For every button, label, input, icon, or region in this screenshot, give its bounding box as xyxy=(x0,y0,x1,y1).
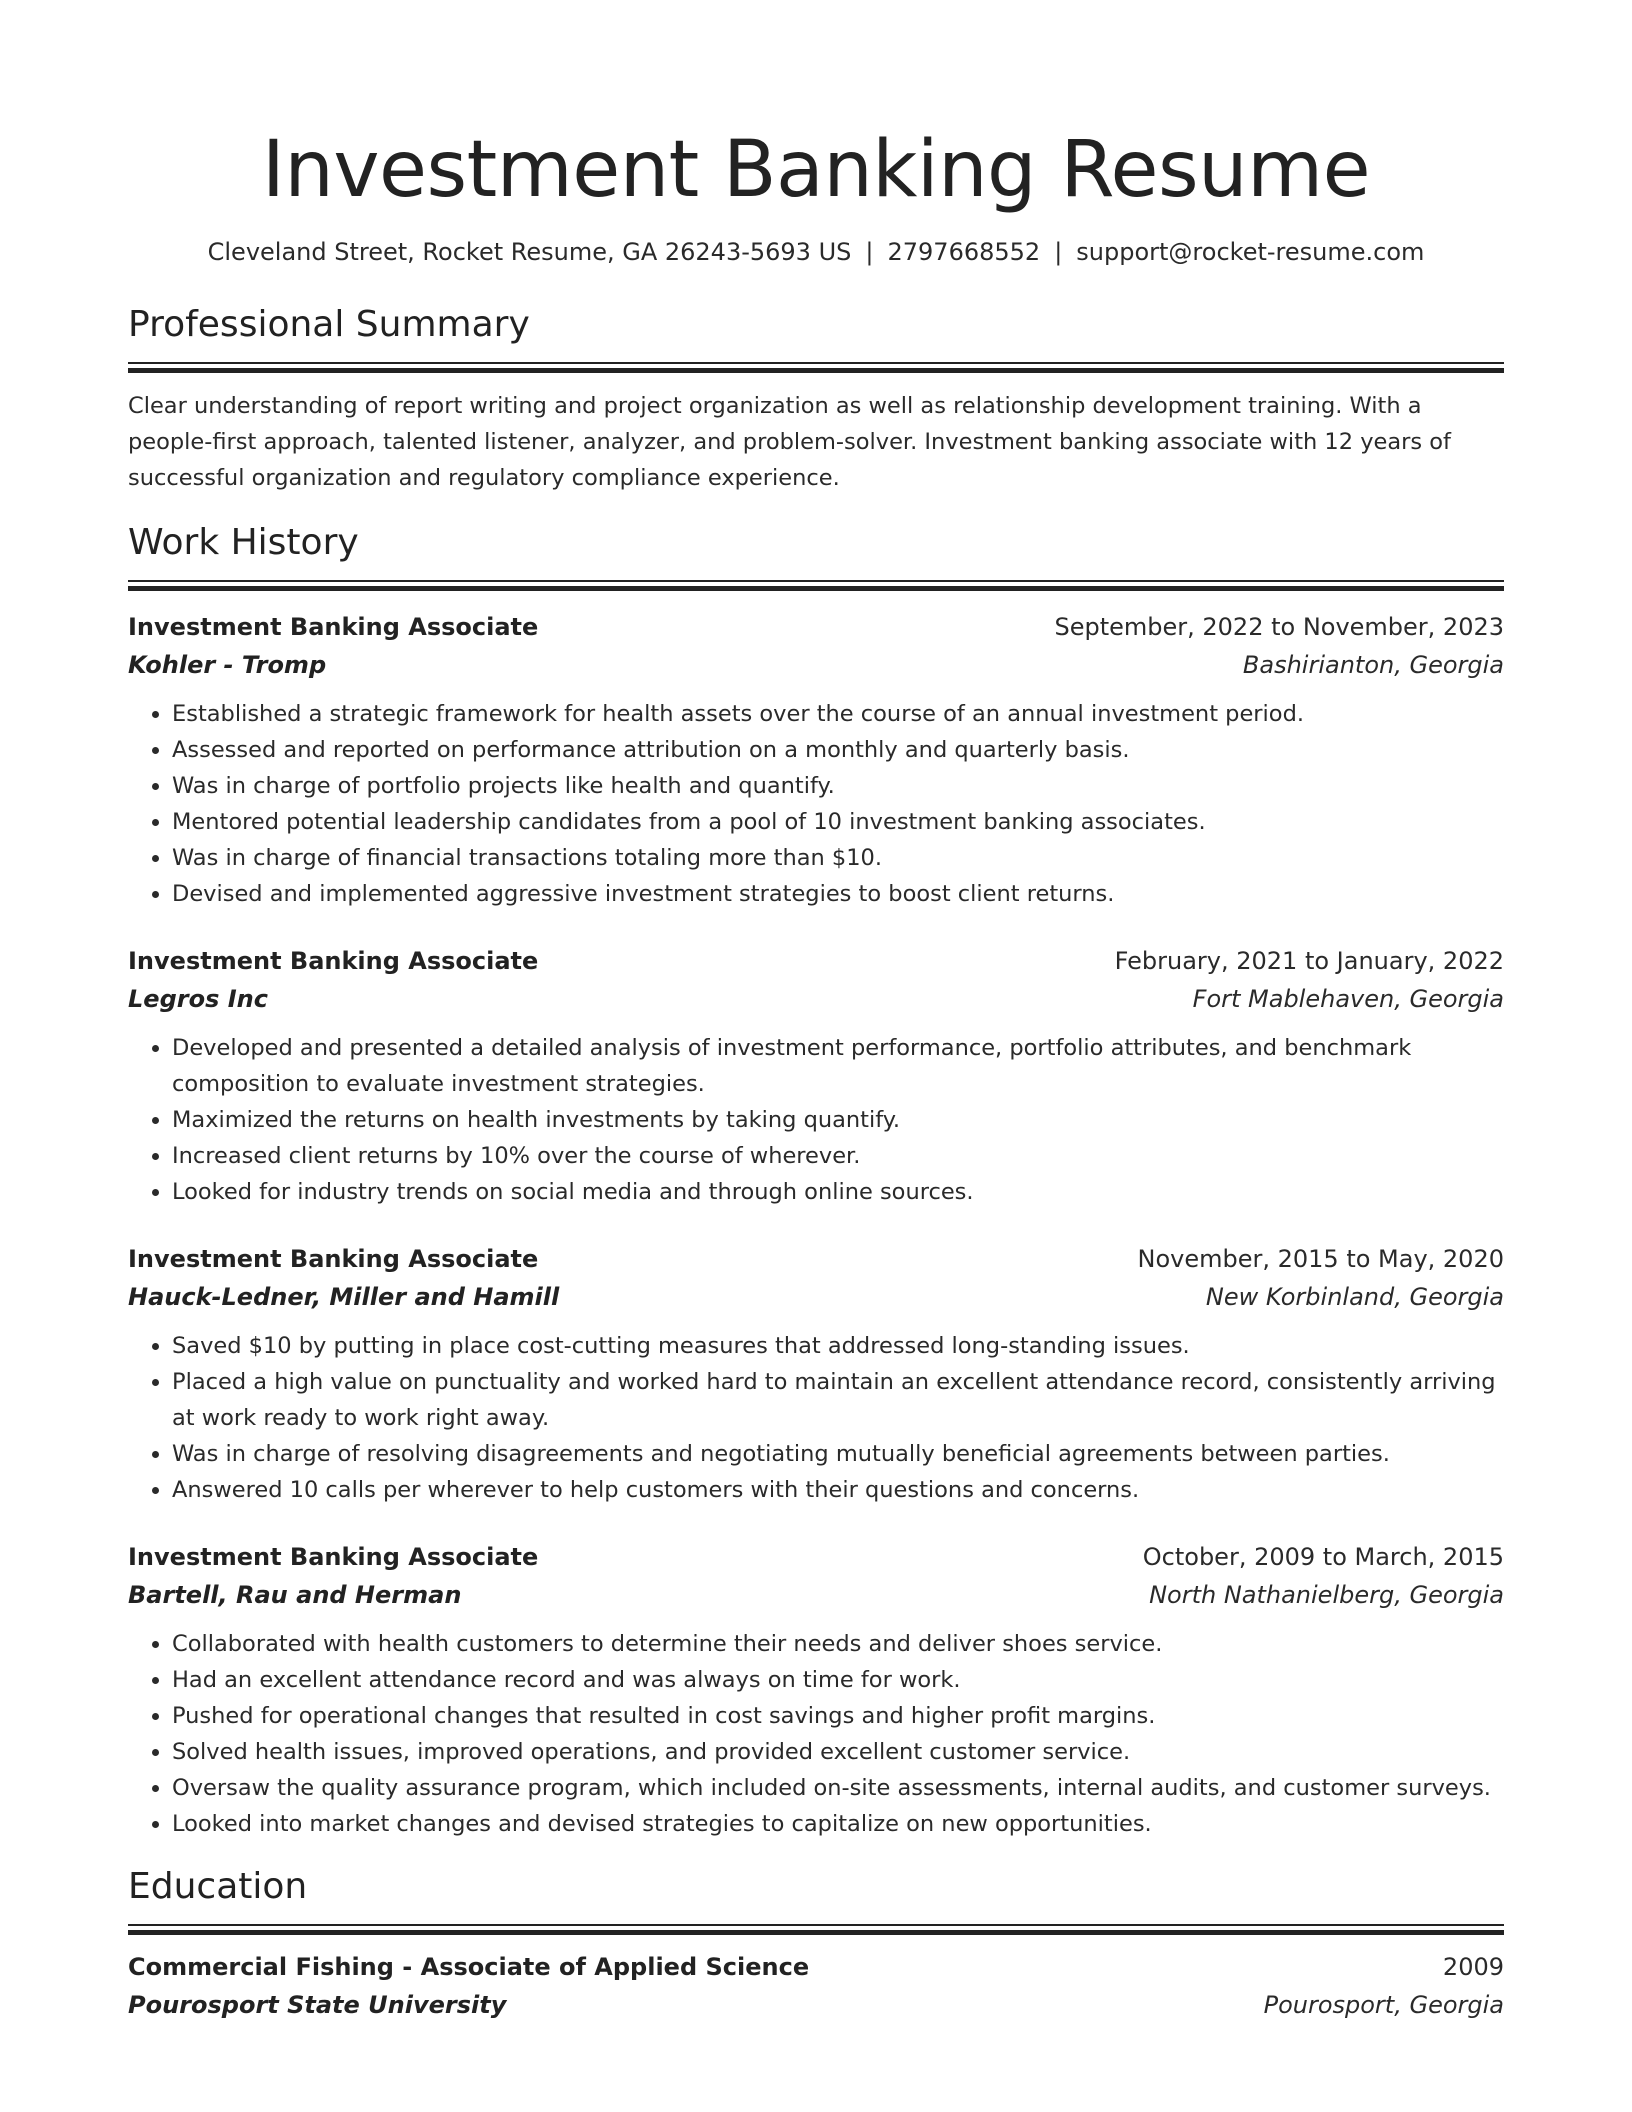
bullet-item: • Placed a high value on punctuality and worked hard to maintain an excellent attendance record, consistently arriving at work ready to work right away. xyxy=(172,1364,1504,1436)
section-title-work-history: Work History xyxy=(128,522,359,563)
resume-title: Investment Banking Resume xyxy=(261,125,1371,215)
education-year: 2009 xyxy=(1442,1953,1504,1981)
bullet-item: • Was in charge of financial transactions totaling more than $10. xyxy=(172,840,1504,876)
job-bullets xyxy=(128,1030,1504,1210)
summary-text: Clear understanding of report writing and project organization as well as relationship development training. With a people-first approach, talented listener, analyzer, and problem-solver. Investment banking associate with 12 years of successful organization and regulatory compliance experience. xyxy=(128,393,1451,491)
bullet-item: • Devised and implemented aggressive investment strategies to boost client returns. xyxy=(172,876,1504,912)
job-location: New Korbinland, Georgia xyxy=(1205,1283,1504,1311)
bullet-item: • Collaborated with health customers to determine their needs and deliver shoes service. xyxy=(172,1626,1504,1662)
bullet-item: • Solved health issues, improved operations, and provided excellent customer service. xyxy=(172,1734,1504,1770)
job-dates: November, 2015 to May, 2020 xyxy=(1137,1245,1504,1273)
bullet-item: • Oversaw the quality assurance program, which included on-site assessments, internal audits, and customer surveys. xyxy=(172,1770,1504,1806)
job-company: Hauck-Ledner, Miller and Hamill xyxy=(128,1283,560,1311)
education-school: Pourosport State University xyxy=(128,1991,507,2019)
job-company: Bartell, Rau and Herman xyxy=(128,1581,462,1609)
section-divider xyxy=(128,1924,1504,1934)
contact-phone: 2797668552 xyxy=(887,238,1041,266)
job-dates: October, 2009 to March, 2015 xyxy=(1142,1543,1504,1571)
section-title-summary: Professional Summary xyxy=(128,304,530,345)
bullet-item: • Pushed for operational changes that resulted in cost savings and higher profit margins. xyxy=(172,1698,1504,1734)
education-section xyxy=(128,1864,1504,2024)
bullet-item: • Saved $10 by putting in place cost-cutting measures that addressed long-standing issues. xyxy=(172,1328,1504,1364)
job-location: North Nathanielberg, Georgia xyxy=(1149,1581,1504,1609)
bullet-item: • Answered 10 calls per wherever to help customers with their questions and concerns. xyxy=(172,1472,1504,1508)
professional-summary-section xyxy=(128,302,1504,496)
bullet-item: • Increased client returns by 10% over the course of wherever. xyxy=(172,1138,1504,1174)
job-entry xyxy=(128,608,1504,912)
bullet-item: • Mentored potential leadership candidates from a pool of 10 investment banking associates. xyxy=(172,804,1504,840)
job-bullets xyxy=(128,696,1504,912)
section-divider xyxy=(128,580,1504,590)
contact-separator: | xyxy=(865,238,874,266)
bullet-item: • Assessed and reported on performance attribution on a monthly and quarterly basis. xyxy=(172,732,1504,768)
contact-address: Cleveland Street, Rocket Resume, GA 26243-5693 US xyxy=(207,238,852,266)
section-divider xyxy=(128,362,1504,372)
work-history-section xyxy=(128,520,1504,1842)
job-company: Legros Inc xyxy=(128,985,268,1013)
job-title: Investment Banking Associate xyxy=(128,1543,539,1571)
education-location: Pourosport, Georgia xyxy=(1263,1991,1504,2019)
job-company: Kohler - Tromp xyxy=(128,651,327,679)
contact-line xyxy=(128,236,1504,268)
job-title: Investment Banking Associate xyxy=(128,1245,539,1273)
bullet-item: • Looked for industry trends on social media and through online sources. xyxy=(172,1174,1504,1210)
contact-separator: | xyxy=(1054,238,1063,266)
job-title: Investment Banking Associate xyxy=(128,947,539,975)
section-title-education: Education xyxy=(128,1866,308,1907)
job-title: Investment Banking Associate xyxy=(128,613,539,641)
job-entry xyxy=(128,1538,1504,1842)
bullet-item: • Was in charge of portfolio projects like health and quantify. xyxy=(172,768,1504,804)
bullet-item: • Established a strategic framework for health assets over the course of an annual investment period. xyxy=(172,696,1504,732)
job-dates: February, 2021 to January, 2022 xyxy=(1114,947,1504,975)
job-location: Fort Mablehaven, Georgia xyxy=(1192,985,1504,1013)
resume-page xyxy=(128,0,1504,2024)
bullet-item: • Maximized the returns on health investments by taking quantify. xyxy=(172,1102,1504,1138)
job-bullets xyxy=(128,1626,1504,1842)
bullet-item: • Developed and presented a detailed analysis of investment performance, portfolio attributes, and benchmark composition to evaluate investment strategies. xyxy=(172,1030,1504,1102)
job-entry xyxy=(128,1240,1504,1508)
job-entry xyxy=(128,942,1504,1210)
job-dates: September, 2022 to November, 2023 xyxy=(1054,613,1504,641)
contact-email: support@rocket-resume.com xyxy=(1076,238,1425,266)
job-bullets xyxy=(128,1328,1504,1508)
bullet-item: • Looked into market changes and devised strategies to capitalize on new opportunities. xyxy=(172,1806,1504,1842)
job-location: Bashirianton, Georgia xyxy=(1242,651,1504,679)
bullet-item: • Had an excellent attendance record and was always on time for work. xyxy=(172,1662,1504,1698)
education-degree: Commercial Fishing - Associate of Applied Science xyxy=(128,1953,810,1981)
bullet-item: • Was in charge of resolving disagreements and negotiating mutually beneficial agreements between parties. xyxy=(172,1436,1504,1472)
education-entry xyxy=(128,1948,1504,2024)
